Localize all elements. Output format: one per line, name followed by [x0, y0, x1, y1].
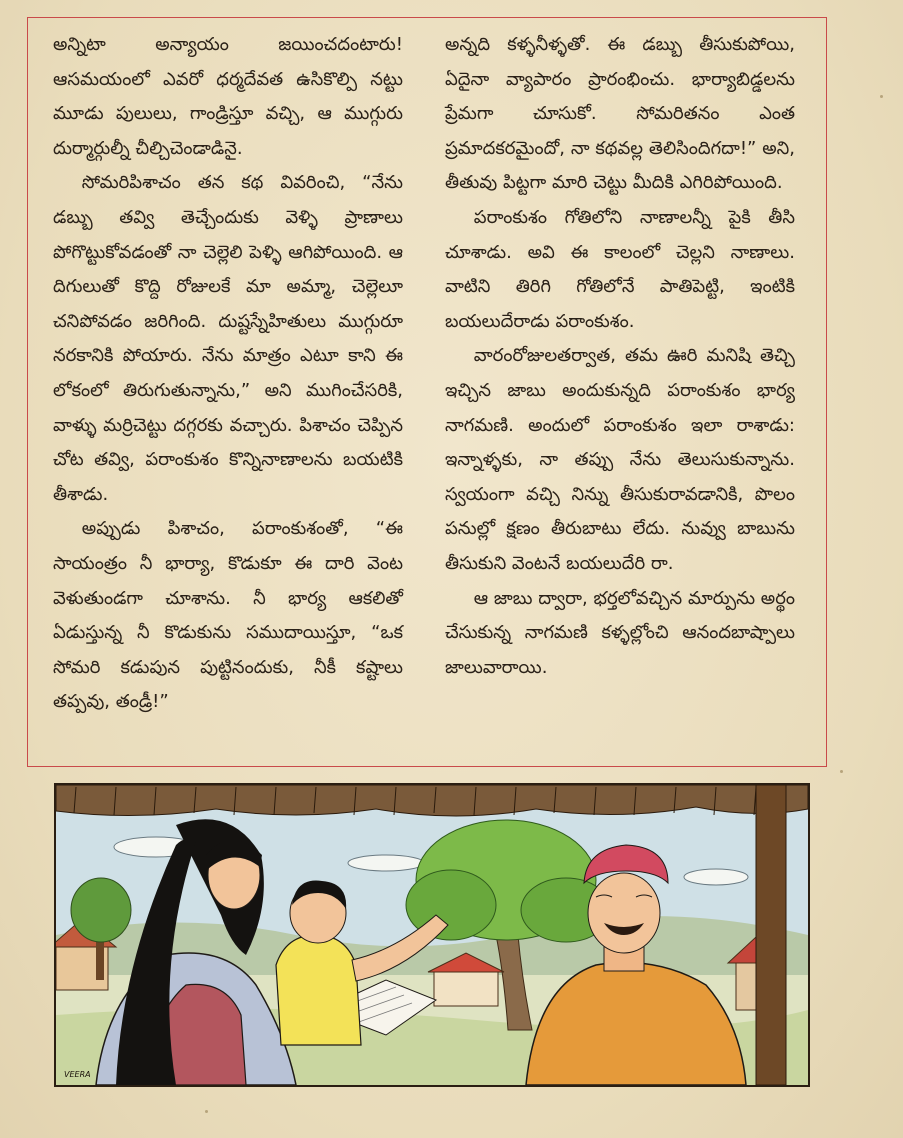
artist-signature: VEERA — [64, 1070, 91, 1079]
paper-speck — [205, 1110, 208, 1113]
paragraph: అన్నది కళ్ళనీళ్ళతో. ఈ డబ్బు తీసుకుపోయి, ఏదైనా వ్యాపారం ప్రారంభించు. భార్యాబిడ్డలను ప్రేమగా చూసుకో. సోమరితనం ఎంత ప్రమాదకరమైందో, నా కథవల్ల తెలిసిందిగదా!” అని, తీతువు పిట్టగా మారి చెట్టు మీదికి ఎగిరిపోయింది. — [445, 34, 795, 194]
story-column-left — [53, 28, 403, 720]
paragraph: అన్నిటా అన్యాయం జయించదంటారు! ఆసమయంలో ఎవరో ధర్మదేవత ఉసికొల్పి నట్టు మూడు పులులు, గాండ్రిస్తూ వచ్చి, ఆ ముగ్గురు దుర్మార్గుల్నీ చీల్చిచెండాడినై. — [53, 34, 403, 159]
paragraph: ఆ జాబు ద్వారా, భర్తలోవచ్చిన మార్పును అర్థం చేసుకున్న నాగమణి కళ్ళల్లోంచి ఆనందబాష్పాలు జాలువారాయి. — [445, 587, 795, 678]
paragraph: వారంరోజులతర్వాత, తమ ఊరి మనిషి తెచ్చి ఇచ్చిన జాబు అందుకున్నది పరాంకుశం భార్య నాగమణి. అందులో పరాంకుశం ఇలా రాశాడు: ఇన్నాళ్ళకు, నా తప్పు నేను తెలుసుకున్నాను. స్వయంగా వచ్చి నిన్ను తీసుకురావడానికి, పొలం పనుల్లో క్షణం తీరుబాటు లేదు. నువ్వు బాబును తీసుకుని వెంటనే బయలుదేరి రా. — [445, 345, 795, 574]
paragraph: అప్పుడు పిశాచం, పరాంకుశంతో, “ఈ సాయంత్రం నీ భార్యా, కొడుకూ ఈ దారి వెంట వెళుతుండగా చూశాను. నీ భార్య ఆకలితో ఏడుస్తున్న నీ కొడుకును సముదాయిస్తూ, “ఒక సోమరి కడుపున పుట్టినందుకు, నీకీ కష్టాలు తప్పవు, తండ్రీ!” — [53, 518, 403, 713]
story-column-right — [445, 28, 795, 685]
story-illustration — [54, 783, 810, 1087]
illustration-scene — [56, 785, 808, 1085]
paragraph: పరాంకుశం గోతిలోని నాణాలన్నీ పైకి తీసి చూశాడు. అవి ఈ కాలంలో చెల్లని నాణాలు. వాటిని తిరిగి గోతిలోనే పాతిపెట్టి, ఇంటికి బయలుదేరాడు పరాంకుశం. — [445, 206, 795, 332]
paragraph: సోమరిపిశాచం తన కథ వివరించి, “నేను డబ్బు తవ్వి తెచ్చేందుకు వెళ్ళి ప్రాణాలు పోగొట్టుకోవడంతో నా చెల్లెలి పెళ్ళి ఆగిపోయింది. ఆ దిగులుతో కొద్ది రోజులకే మా అమ్మా, చెల్లెలూ చనిపోవడం జరిగింది. దుష్టస్నేహితులు ముగ్గురూ నరకానికి పోయారు. నేను మాత్రం ఎటూ కాని ఈ లోకంలో తిరుగుతున్నాను,” అని ముగించేసరికి, వాళ్ళు మర్రిచెట్టు దగ్గరకు వచ్చారు. పిశాచం చెప్పిన చోట తవ్వి, పరాంకుశం కొన్నినాణాలను బయటికి తీశాడు. — [53, 172, 403, 505]
wooden-post — [756, 785, 786, 1085]
paper-speck — [880, 95, 883, 98]
paper-speck — [840, 770, 843, 773]
